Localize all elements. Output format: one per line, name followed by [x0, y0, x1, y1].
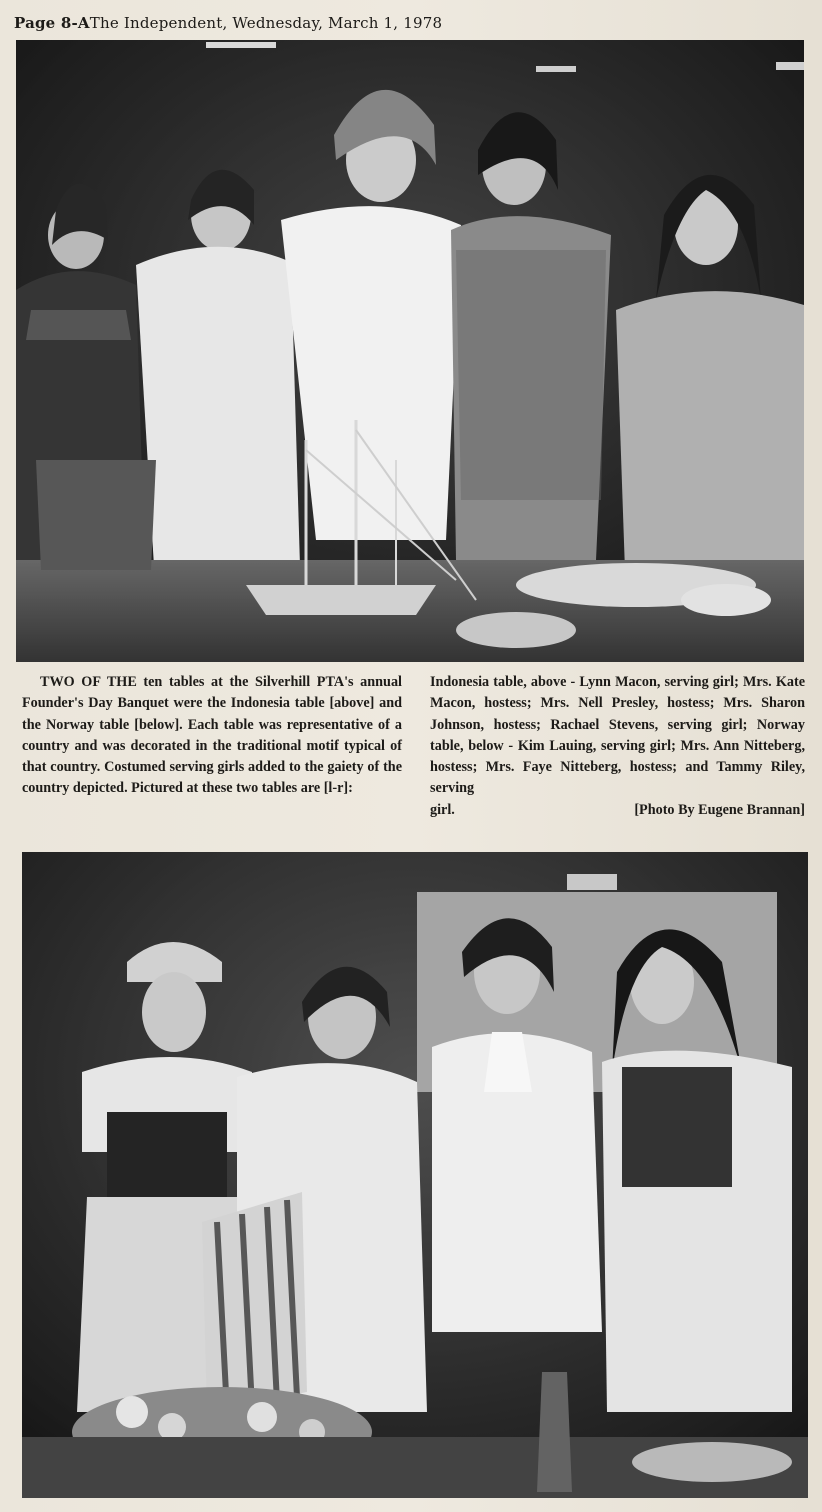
caption-left-column: [22, 672, 402, 800]
caption-right-text: Indonesia table, above - Lynn Macon, serving girl; Mrs. Kate Macon, hostess; Mrs. Nell Presley, hostess; Mrs. Sharon Johnson, hostess; Rachael Stevens, serving girl; Norway table, below - Kim Lauing, serving girl; Mrs. Ann Nitteberg, hostess; Mrs. Faye Nitteberg, hostess; and Tammy Riley, serving: [430, 674, 805, 797]
caption-left-text: TWO OF THE ten tables at the Silverhill PTA's annual Founder's Day Banquet were the Indonesia table [above] and the Norway table [below]. Each table was representative of a country and was decorated in the traditional motif typical of that country. Costumed serving girls added to the gaiety of the country depicted. Pictured at these two tables are [l-r]:: [22, 674, 402, 797]
caption-right-column: [430, 672, 805, 821]
indonesia-table-photo: [16, 40, 804, 662]
caption-credit-line: [430, 800, 805, 821]
publication-dateline: The Independent, Wednesday, March 1, 1978: [89, 14, 443, 32]
caption-last-word: girl.: [430, 801, 455, 818]
page-number: Page 8-A: [14, 14, 90, 32]
page-header: [14, 10, 804, 36]
norway-table-photo: [22, 852, 808, 1498]
photo-credit: [Photo By Eugene Brannan]: [634, 801, 805, 818]
